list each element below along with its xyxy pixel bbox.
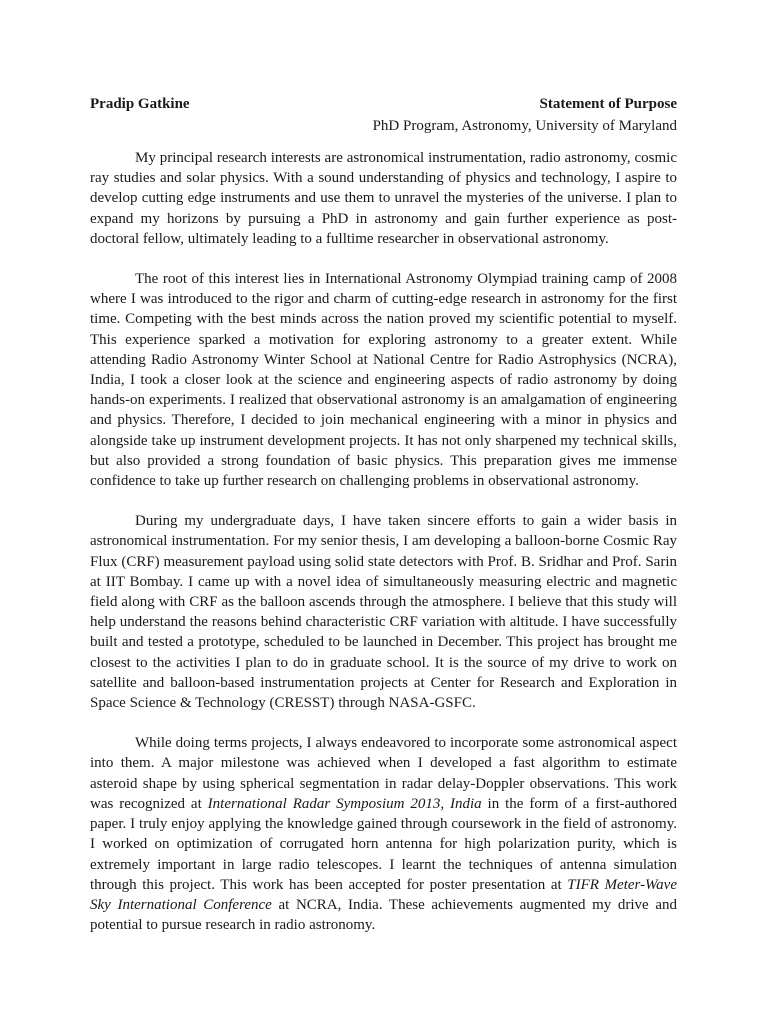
document-header (90, 94, 677, 114)
paragraph-1: My principal research interests are astronomical instrumentation, radio astronomy, cosmic ray studies and solar physics. With a sound understanding of physics and technology, I aspire to develop cutting edge instruments and use them to unravel the mysteries of the universe. I plan to expand my horizons by pursuing a PhD in astronomy and gain further experience as post-doctoral fellow, ultimately leading to a fulltime researcher in observational astronomy. (90, 150, 677, 247)
conference-name-tifr: TIFR Meter-Wave Sky International Conference (90, 876, 677, 913)
conference-name-radar-symposium: International Radar Symposium 2013, India (207, 795, 482, 812)
paragraph-4-text-e: at NCRA, India. These achievements augmented my drive and potential to pursue research in radio astronomy. (90, 896, 678, 934)
paragraph-4-text-a: While doing terms projects, I always endeavored to incorporate some astronomical aspect into them. A major milestone was achieved when I developed a fast algorithm to estimate asteroid shape by using spherical segmentation in radar delay-Doppler observations. This work was recognized at (90, 735, 677, 812)
author-name: Pradip Gatkine (90, 96, 190, 112)
paragraph-4 (90, 733, 677, 935)
paragraph-4-text-c: in the form of a first-authored paper. I truly enjoy applying the knowledge gained through coursework in the field of astronomy. I worked on optimization of corrugated horn antenna for high polarization purity, which is extremely important in large radio telescopes. I learnt the techniques of antenna simulation through this project. This work has been accepted for poster presentation at (90, 795, 677, 893)
paragraph-2: The root of this interest lies in International Astronomy Olympiad training camp of 2008 where I was introduced to the rigor and charm of cutting-edge research in astronomy for the first time. Competing with the best minds across the nation proved my scientific potential to myself. This experience sparked a motivation for exploring astronomy to a greater extent. While attending Radio Astronomy Winter School at National Centre for Radio Astrophysics (NCRA), India, I took a closer look at the science and engineering aspects of radio astronomy by doing hands-on experiments. I realized that observational astronomy is an amalgamation of engineering and physics. Therefore, I decided to join mechanical engineering with a minor in physics and alongside take up instrument development projects. It has not only sharpened my technical skills, but also provided a strong foundation of basic physics. This preparation gives me immense confidence to take up further research on challenging problems in observational astronomy. (90, 271, 677, 490)
document-title: Statement of Purpose (539, 96, 677, 112)
document-page (90, 94, 677, 935)
paragraph-3: During my undergraduate days, I have taken sincere efforts to gain a wider basis in astronomical instrumentation. For my senior thesis, I am developing a balloon-borne Cosmic Ray Flux (CRF) measurement payload using solid state detectors with Prof. B. Sridhar and Prof. Sarin at IIT Bombay. I came up with a novel idea of simultaneously measuring electric and magnetic field along with CRF as the balloon ascends through the atmosphere. I believe that this study will help understand the reasons behind characteristic CRF variation with altitude. I have successfully built and tested a prototype, scheduled to be launched in December. This project has brought me closest to the activities I plan to do in graduate school. It is the source of my drive to work on satellite and balloon-based instrumentation projects at Center for Research and Exploration in Space Science & Technology (CRESST) through NASA-GSFC. (90, 513, 677, 712)
program-line: PhD Program, Astronomy, University of Maryland (372, 118, 677, 134)
